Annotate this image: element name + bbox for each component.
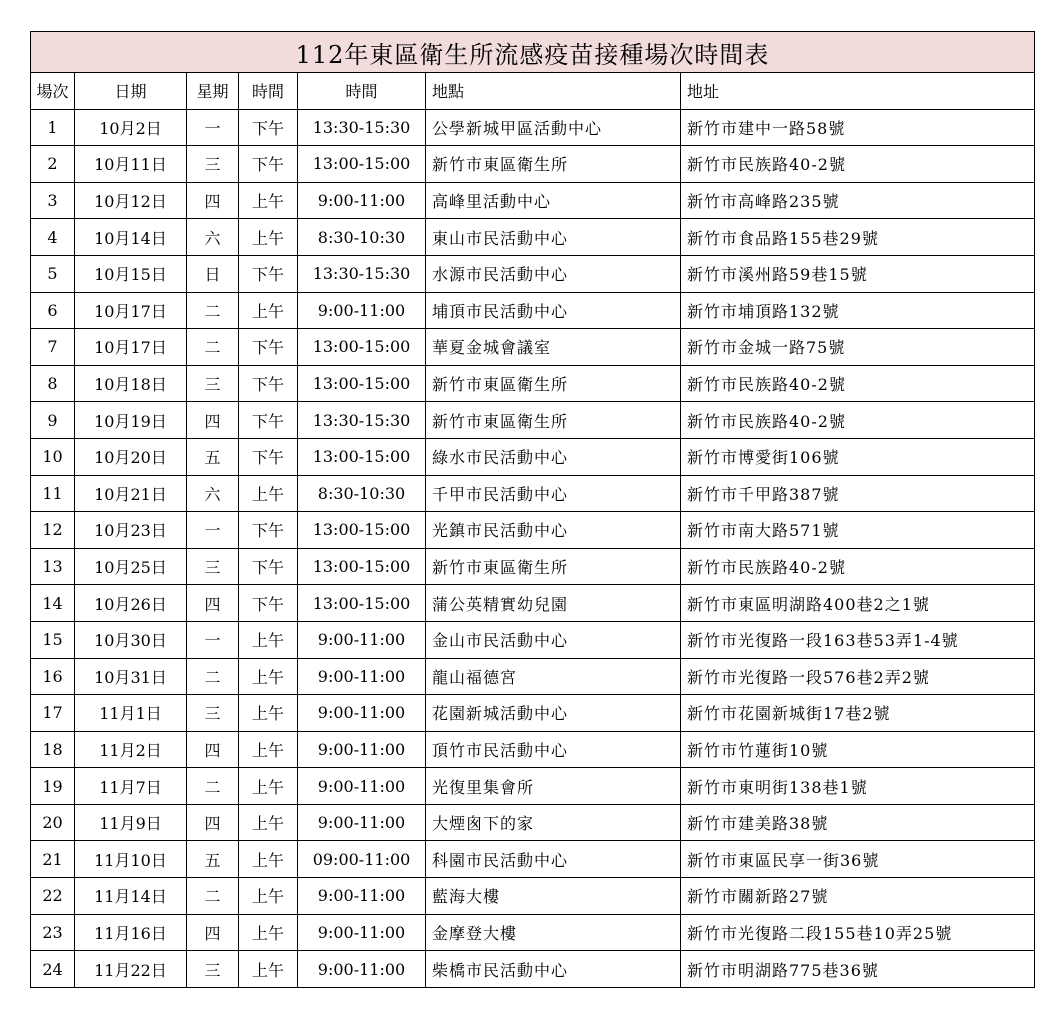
- cell-period: 上午: [239, 768, 298, 805]
- cell-time: 9:00-11:00: [298, 182, 426, 219]
- cell-location: 藍海大樓: [426, 878, 681, 915]
- cell-session: 24: [31, 951, 75, 988]
- cell-weekday: 四: [187, 731, 239, 768]
- cell-session: 19: [31, 768, 75, 805]
- cell-address: 新竹市關新路27號: [681, 878, 1035, 915]
- cell-session: 1: [31, 109, 75, 146]
- cell-session: 5: [31, 255, 75, 292]
- cell-time: 13:00-15:00: [298, 365, 426, 402]
- table-row: [31, 512, 1035, 549]
- cell-location: 大煙囪下的家: [426, 804, 681, 841]
- cell-location: 埔頂市民活動中心: [426, 292, 681, 329]
- cell-address: 新竹市南大路571號: [681, 512, 1035, 549]
- cell-time: 13:00-15:00: [298, 548, 426, 585]
- cell-weekday: 三: [187, 548, 239, 585]
- cell-time: 13:00-15:00: [298, 512, 426, 549]
- header-period: 時間: [239, 73, 298, 110]
- cell-location: 新竹市東區衛生所: [426, 365, 681, 402]
- cell-location: 新竹市東區衛生所: [426, 402, 681, 439]
- cell-period: 上午: [239, 219, 298, 256]
- table-row: [31, 841, 1035, 878]
- cell-weekday: 三: [187, 695, 239, 732]
- cell-location: 頂竹市民活動中心: [426, 731, 681, 768]
- cell-time: 8:30-10:30: [298, 475, 426, 512]
- cell-date: 10月14日: [75, 219, 187, 256]
- cell-address: 新竹市竹蓮街10號: [681, 731, 1035, 768]
- cell-date: 11月2日: [75, 731, 187, 768]
- cell-location: 新竹市東區衛生所: [426, 548, 681, 585]
- cell-time: 9:00-11:00: [298, 621, 426, 658]
- cell-address: 新竹市民族路40-2號: [681, 365, 1035, 402]
- cell-period: 下午: [239, 109, 298, 146]
- cell-session: 2: [31, 146, 75, 183]
- cell-weekday: 日: [187, 255, 239, 292]
- table-body: [31, 109, 1035, 987]
- table-row: [31, 548, 1035, 585]
- cell-period: 下午: [239, 438, 298, 475]
- cell-address: 新竹市溪州路59巷15號: [681, 255, 1035, 292]
- cell-location: 水源市民活動中心: [426, 255, 681, 292]
- cell-weekday: 五: [187, 438, 239, 475]
- cell-session: 9: [31, 402, 75, 439]
- cell-address: 新竹市花園新城街17巷2號: [681, 695, 1035, 732]
- cell-date: 10月26日: [75, 585, 187, 622]
- cell-time: 13:30-15:30: [298, 255, 426, 292]
- cell-period: 上午: [239, 182, 298, 219]
- cell-time: 13:30-15:30: [298, 109, 426, 146]
- cell-weekday: 二: [187, 292, 239, 329]
- cell-period: 上午: [239, 695, 298, 732]
- cell-location: 高峰里活動中心: [426, 182, 681, 219]
- cell-session: 16: [31, 658, 75, 695]
- cell-location: 金摩登大樓: [426, 914, 681, 951]
- cell-address: 新竹市食品路155巷29號: [681, 219, 1035, 256]
- cell-address: 新竹市千甲路387號: [681, 475, 1035, 512]
- cell-time: 9:00-11:00: [298, 951, 426, 988]
- cell-period: 下午: [239, 548, 298, 585]
- title-row: [31, 32, 1035, 73]
- cell-address: 新竹市建中一路58號: [681, 109, 1035, 146]
- table-row: [31, 914, 1035, 951]
- cell-weekday: 三: [187, 951, 239, 988]
- cell-location: 龍山福德宮: [426, 658, 681, 695]
- cell-date: 10月12日: [75, 182, 187, 219]
- header-time: 時間: [298, 73, 426, 110]
- cell-location: 華夏金城會議室: [426, 329, 681, 366]
- cell-session: 4: [31, 219, 75, 256]
- cell-location: 金山市民活動中心: [426, 621, 681, 658]
- cell-session: 13: [31, 548, 75, 585]
- cell-weekday: 二: [187, 768, 239, 805]
- cell-weekday: 一: [187, 109, 239, 146]
- cell-address: 新竹市東區民享一街36號: [681, 841, 1035, 878]
- cell-period: 上午: [239, 621, 298, 658]
- header-session: 場次: [31, 73, 75, 110]
- table-row: [31, 585, 1035, 622]
- cell-time: 9:00-11:00: [298, 658, 426, 695]
- cell-date: 11月22日: [75, 951, 187, 988]
- cell-period: 下午: [239, 585, 298, 622]
- table-row: [31, 438, 1035, 475]
- table-row: [31, 219, 1035, 256]
- cell-location: 光鎮市民活動中心: [426, 512, 681, 549]
- cell-time: 13:00-15:00: [298, 438, 426, 475]
- table-row: [31, 475, 1035, 512]
- cell-time: 13:00-15:00: [298, 146, 426, 183]
- cell-date: 11月7日: [75, 768, 187, 805]
- cell-date: 10月23日: [75, 512, 187, 549]
- cell-location: 千甲市民活動中心: [426, 475, 681, 512]
- header-date: 日期: [75, 73, 187, 110]
- cell-time: 9:00-11:00: [298, 292, 426, 329]
- cell-session: 20: [31, 804, 75, 841]
- cell-time: 9:00-11:00: [298, 731, 426, 768]
- cell-weekday: 四: [187, 585, 239, 622]
- cell-weekday: 二: [187, 329, 239, 366]
- table-row: [31, 878, 1035, 915]
- cell-date: 11月1日: [75, 695, 187, 732]
- table-row: [31, 658, 1035, 695]
- cell-address: 新竹市光復路一段163巷53弄1-4號: [681, 621, 1035, 658]
- cell-weekday: 四: [187, 402, 239, 439]
- cell-address: 新竹市民族路40-2號: [681, 146, 1035, 183]
- cell-period: 上午: [239, 731, 298, 768]
- cell-date: 11月9日: [75, 804, 187, 841]
- cell-address: 新竹市金城一路75號: [681, 329, 1035, 366]
- cell-weekday: 三: [187, 365, 239, 402]
- cell-period: 上午: [239, 878, 298, 915]
- table-title: 112年東區衛生所流感疫苗接種場次時間表: [31, 32, 1035, 73]
- cell-address: 新竹市明湖路775巷36號: [681, 951, 1035, 988]
- cell-date: 10月21日: [75, 475, 187, 512]
- cell-location: 花園新城活動中心: [426, 695, 681, 732]
- table-row: [31, 329, 1035, 366]
- cell-time: 9:00-11:00: [298, 695, 426, 732]
- cell-date: 10月19日: [75, 402, 187, 439]
- cell-date: 10月25日: [75, 548, 187, 585]
- cell-date: 11月16日: [75, 914, 187, 951]
- cell-weekday: 二: [187, 658, 239, 695]
- cell-period: 上午: [239, 292, 298, 329]
- cell-address: 新竹市博愛街106號: [681, 438, 1035, 475]
- cell-time: 13:00-15:00: [298, 585, 426, 622]
- cell-session: 23: [31, 914, 75, 951]
- table-row: [31, 182, 1035, 219]
- cell-date: 10月11日: [75, 146, 187, 183]
- cell-address: 新竹市高峰路235號: [681, 182, 1035, 219]
- cell-location: 新竹市東區衛生所: [426, 146, 681, 183]
- cell-weekday: 三: [187, 146, 239, 183]
- cell-address: 新竹市光復路一段576巷2弄2號: [681, 658, 1035, 695]
- cell-period: 下午: [239, 255, 298, 292]
- cell-date: 10月20日: [75, 438, 187, 475]
- table-row: [31, 731, 1035, 768]
- cell-session: 21: [31, 841, 75, 878]
- header-location: 地點: [426, 73, 681, 110]
- cell-period: 下午: [239, 402, 298, 439]
- header-row: [31, 73, 1035, 110]
- cell-session: 12: [31, 512, 75, 549]
- cell-weekday: 四: [187, 182, 239, 219]
- cell-period: 下午: [239, 365, 298, 402]
- cell-date: 10月18日: [75, 365, 187, 402]
- cell-session: 8: [31, 365, 75, 402]
- cell-period: 上午: [239, 951, 298, 988]
- header-weekday: 星期: [187, 73, 239, 110]
- cell-address: 新竹市民族路40-2號: [681, 402, 1035, 439]
- table-row: [31, 951, 1035, 988]
- cell-date: 10月31日: [75, 658, 187, 695]
- cell-period: 上午: [239, 841, 298, 878]
- cell-location: 蒲公英精實幼兒園: [426, 585, 681, 622]
- schedule-sheet: [30, 31, 1034, 988]
- cell-location: 綠水市民活動中心: [426, 438, 681, 475]
- cell-date: 11月10日: [75, 841, 187, 878]
- schedule-table: [30, 31, 1035, 988]
- table-row: [31, 402, 1035, 439]
- cell-location: 科園市民活動中心: [426, 841, 681, 878]
- table-row: [31, 621, 1035, 658]
- cell-address: 新竹市建美路38號: [681, 804, 1035, 841]
- table-row: [31, 365, 1035, 402]
- cell-time: 9:00-11:00: [298, 878, 426, 915]
- cell-weekday: 二: [187, 878, 239, 915]
- cell-weekday: 五: [187, 841, 239, 878]
- table-row: [31, 804, 1035, 841]
- header-address: 地址: [681, 73, 1035, 110]
- cell-time: 9:00-11:00: [298, 804, 426, 841]
- cell-session: 6: [31, 292, 75, 329]
- cell-weekday: 一: [187, 621, 239, 658]
- cell-session: 15: [31, 621, 75, 658]
- cell-weekday: 一: [187, 512, 239, 549]
- cell-session: 22: [31, 878, 75, 915]
- table-row: [31, 768, 1035, 805]
- cell-period: 下午: [239, 146, 298, 183]
- table-row: [31, 695, 1035, 732]
- cell-date: 10月30日: [75, 621, 187, 658]
- cell-date: 10月17日: [75, 292, 187, 329]
- cell-address: 新竹市埔頂路132號: [681, 292, 1035, 329]
- table-row: [31, 292, 1035, 329]
- cell-location: 東山市民活動中心: [426, 219, 681, 256]
- cell-period: 下午: [239, 512, 298, 549]
- cell-time: 09:00-11:00: [298, 841, 426, 878]
- cell-period: 上午: [239, 914, 298, 951]
- cell-period: 上午: [239, 658, 298, 695]
- cell-date: 10月17日: [75, 329, 187, 366]
- cell-time: 13:00-15:00: [298, 329, 426, 366]
- cell-location: 光復里集會所: [426, 768, 681, 805]
- cell-weekday: 四: [187, 914, 239, 951]
- cell-session: 10: [31, 438, 75, 475]
- cell-address: 新竹市民族路40-2號: [681, 548, 1035, 585]
- cell-time: 13:30-15:30: [298, 402, 426, 439]
- cell-date: 11月14日: [75, 878, 187, 915]
- cell-period: 上午: [239, 475, 298, 512]
- cell-weekday: 四: [187, 804, 239, 841]
- cell-time: 9:00-11:00: [298, 914, 426, 951]
- cell-session: 3: [31, 182, 75, 219]
- cell-address: 新竹市東區明湖路400巷2之1號: [681, 585, 1035, 622]
- cell-location: 柴橋市民活動中心: [426, 951, 681, 988]
- cell-session: 11: [31, 475, 75, 512]
- cell-weekday: 六: [187, 219, 239, 256]
- cell-location: 公學新城甲區活動中心: [426, 109, 681, 146]
- cell-session: 17: [31, 695, 75, 732]
- cell-address: 新竹市東明街138巷1號: [681, 768, 1035, 805]
- table-row: [31, 255, 1035, 292]
- cell-session: 18: [31, 731, 75, 768]
- cell-time: 9:00-11:00: [298, 768, 426, 805]
- cell-weekday: 六: [187, 475, 239, 512]
- table-row: [31, 109, 1035, 146]
- cell-address: 新竹市光復路二段155巷10弄25號: [681, 914, 1035, 951]
- cell-session: 14: [31, 585, 75, 622]
- table-row: [31, 146, 1035, 183]
- cell-session: 7: [31, 329, 75, 366]
- cell-date: 10月2日: [75, 109, 187, 146]
- cell-time: 8:30-10:30: [298, 219, 426, 256]
- cell-period: 下午: [239, 329, 298, 366]
- cell-date: 10月15日: [75, 255, 187, 292]
- cell-period: 上午: [239, 804, 298, 841]
